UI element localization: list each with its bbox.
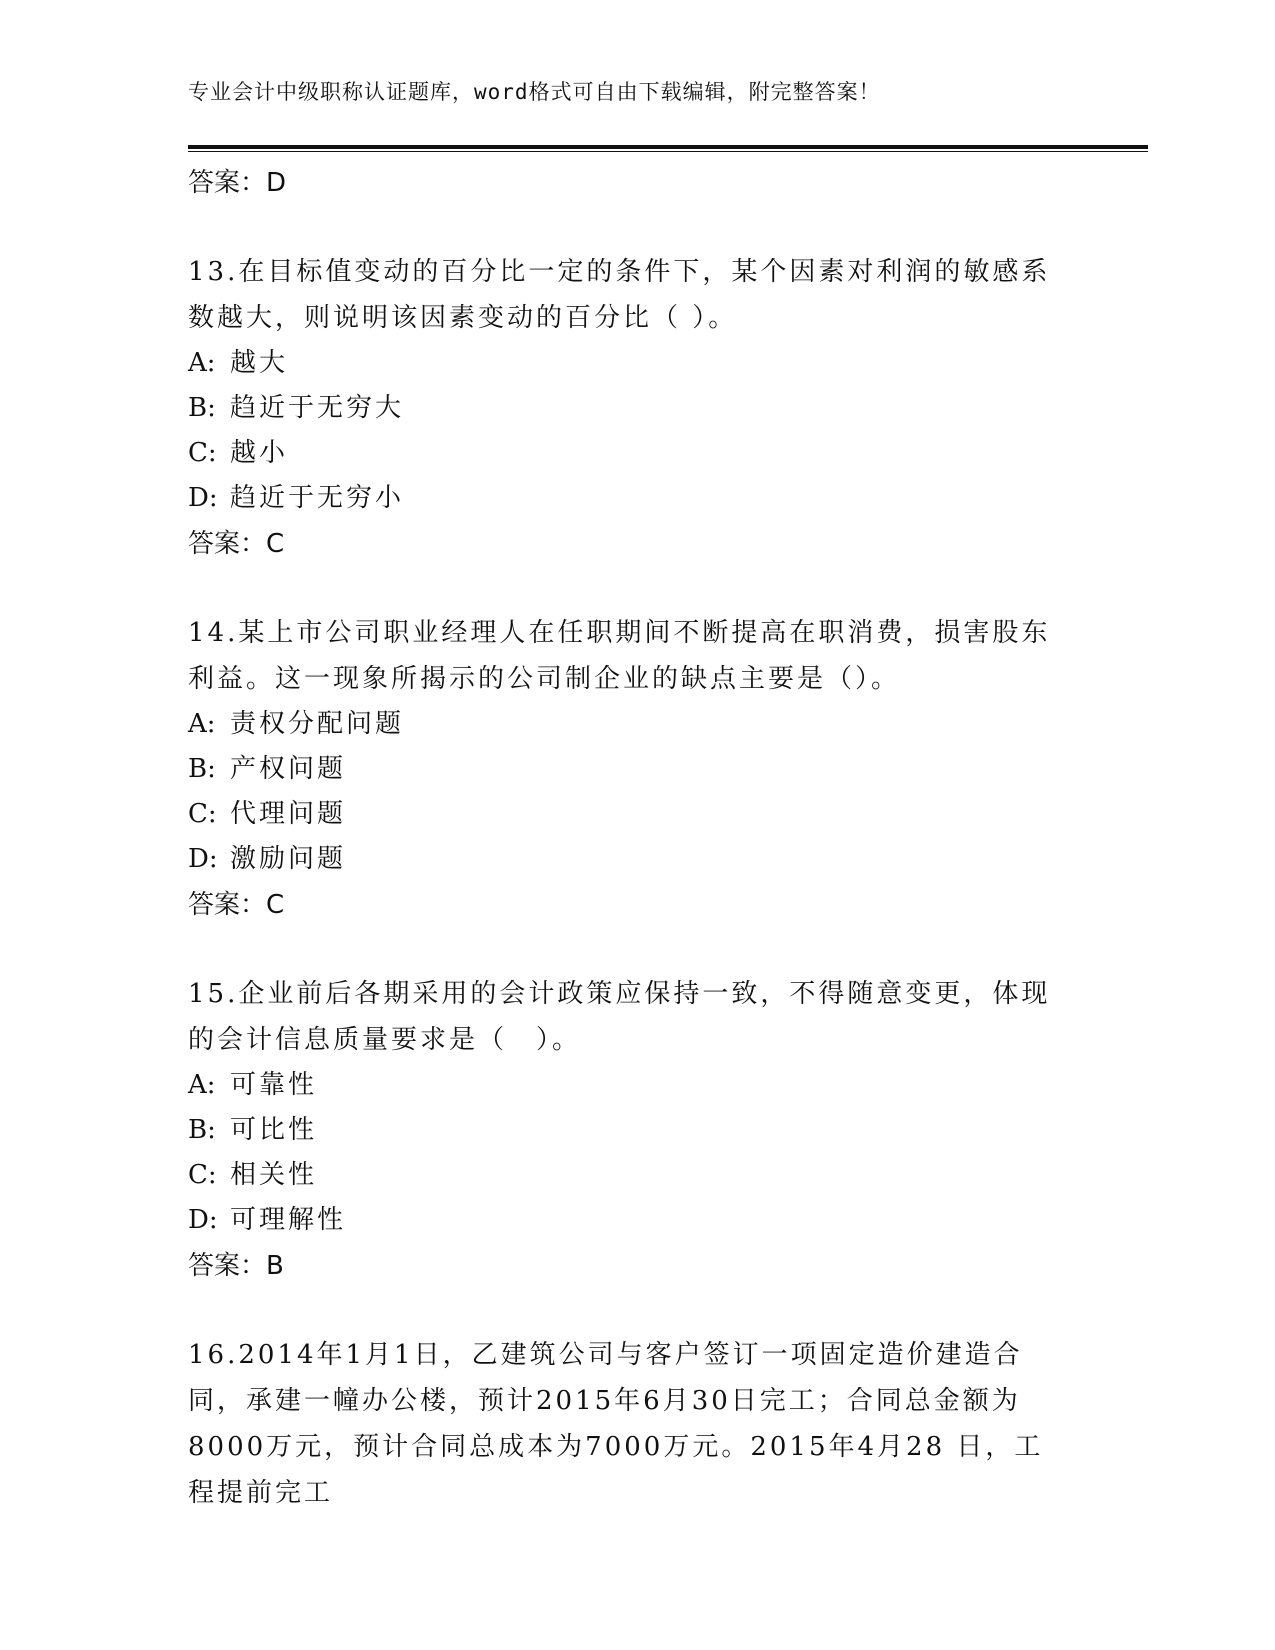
question-16 [188, 1332, 1088, 1516]
option-b [188, 1108, 1088, 1153]
option-letter: C: [188, 1160, 217, 1190]
option-text: 可理解性 [230, 1205, 347, 1235]
option-text: 相关性 [230, 1160, 318, 1190]
option-text: 代理问题 [230, 799, 347, 829]
option-text: 产权问题 [230, 754, 347, 784]
option-d [188, 1198, 1088, 1243]
previous-answer: 答案：D [188, 168, 287, 198]
option-a [188, 702, 1088, 747]
option-a [188, 1063, 1088, 1108]
option-letter: B: [188, 393, 216, 423]
questions-content [188, 160, 1088, 1516]
option-letter: C: [188, 799, 217, 829]
option-d [188, 837, 1088, 882]
header-rule-thin [188, 151, 1148, 152]
question-answer: 答案：B [188, 1251, 284, 1281]
option-letter: A: [188, 1070, 216, 1100]
question-stem: 14.某上市公司职业经理人在任职期间不断提高在职消费，损害股东利益。这一现象所揭示的公司制企业的缺点主要是（）。 [188, 618, 1051, 694]
option-letter: B: [188, 1115, 216, 1145]
question-15 [188, 971, 1088, 1289]
option-a [188, 341, 1088, 386]
option-letter: A: [188, 348, 216, 378]
option-text: 可靠性 [230, 1070, 318, 1100]
option-c [188, 792, 1088, 837]
option-letter: D: [188, 1205, 218, 1235]
question-stem: 13.在目标值变动的百分比一定的条件下，某个因素对利润的敏感系数越大，则说明该因素变动的百分比（ ）。 [188, 257, 1051, 333]
question-answer: 答案：C [188, 890, 285, 920]
option-text: 可比性 [230, 1115, 318, 1145]
option-letter: A: [188, 709, 216, 739]
header-rule-thick [188, 145, 1148, 149]
question-stem: 15.企业前后各期采用的会计政策应保持一致，不得随意变更，体现的会计信息质量要求是（ ）。 [188, 979, 1051, 1055]
option-letter: D: [188, 483, 218, 513]
option-text: 激励问题 [230, 844, 347, 874]
option-c [188, 431, 1088, 476]
option-text: 越小 [230, 438, 289, 468]
option-b [188, 386, 1088, 431]
option-text: 越大 [230, 348, 289, 378]
option-c [188, 1153, 1088, 1198]
option-text: 责权分配问题 [230, 709, 405, 739]
option-text: 趋近于无穷大 [230, 393, 405, 423]
question-13 [188, 249, 1088, 567]
option-text: 趋近于无穷小 [230, 483, 405, 513]
option-b [188, 747, 1088, 792]
option-letter: B: [188, 754, 216, 784]
question-answer: 答案：C [188, 529, 285, 559]
option-d [188, 476, 1088, 521]
option-letter: C: [188, 438, 217, 468]
page-header: 专业会计中级职称认证题库，word格式可自由下载编辑，附完整答案！ [188, 80, 881, 104]
question-14 [188, 610, 1088, 928]
question-stem: 16.2014年1月1日，乙建筑公司与客户签订一项固定造价建造合同，承建一幢办公楼，预计2015年6月30日完工；合同总金额为8000万元，预计合同总成本为7000万元。2015年4月28 日，工程提前完工 [188, 1340, 1044, 1508]
option-letter: D: [188, 844, 218, 874]
